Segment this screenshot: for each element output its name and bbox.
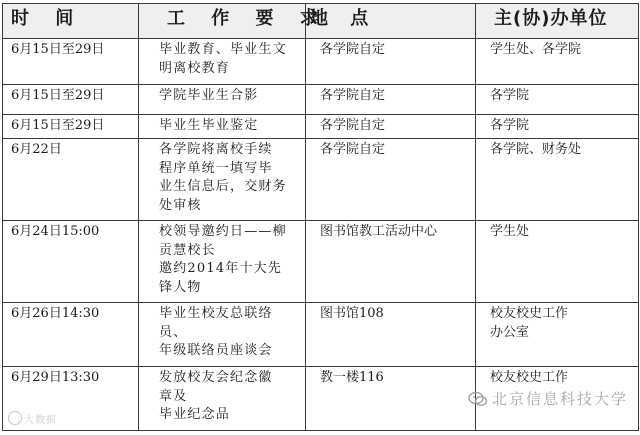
header-task: 工 作 要 求 xyxy=(139,4,306,39)
cell-place: 图书馆教工活动中心 xyxy=(306,221,476,303)
cell-time: 6月29日13:30 xyxy=(3,367,139,431)
table-row xyxy=(3,85,639,115)
table-row xyxy=(3,39,639,85)
wechat-watermark: 北京信息科技大学 xyxy=(468,388,628,409)
cell-place: 图书馆108 xyxy=(306,303,476,367)
cell-place: 教一楼116 xyxy=(306,367,476,431)
cell-task: 校领导邀约日——柳 贡慧校长 邀约2014年十大先 锋人物 xyxy=(139,221,306,303)
cell-task: 学院毕业生合影 xyxy=(139,85,306,115)
cell-task: 毕业教育、毕业生文 明离校教育 xyxy=(139,39,306,85)
header-time: 时 间 xyxy=(3,4,139,39)
table-row xyxy=(3,139,639,221)
cell-time: 6月22日 xyxy=(3,139,139,221)
cell-task: 发放校友会纪念徽 章及 毕业纪念品 xyxy=(139,367,306,431)
cell-time: 6月15日至29日 xyxy=(3,115,139,139)
cell-task: 各学院将离校手续 程序单统一填写毕 业生信息后，交财务 处审核 xyxy=(139,139,306,221)
cell-organizer: 各学院 xyxy=(476,85,639,115)
cell-time: 6月26日14:30 xyxy=(3,303,139,367)
cell-time: 6月24日15:00 xyxy=(3,221,139,303)
table-row xyxy=(3,303,639,367)
cell-organizer: 校友校史工作 办公室 xyxy=(476,303,639,367)
cell-place: 各学院自定 xyxy=(306,85,476,115)
cell-place: 各学院自定 xyxy=(306,39,476,85)
table-row xyxy=(3,221,639,303)
source-watermark-left: 大数据 xyxy=(8,411,57,426)
cell-place: 各学院自定 xyxy=(306,139,476,221)
table-row xyxy=(3,115,639,139)
cell-time: 6月15日至29日 xyxy=(3,85,139,115)
cell-time: 6月15日至29日 xyxy=(3,39,139,85)
wechat-icon xyxy=(468,391,488,407)
cell-task: 毕业生毕业鉴定 xyxy=(139,115,306,139)
cell-organizer: 学生处 xyxy=(476,221,639,303)
header-organizer: 主(协)办单位 xyxy=(476,4,639,39)
cell-organizer: 各学院、财务处 xyxy=(476,139,639,221)
cell-organizer: 校友校史工作 xyxy=(476,367,639,431)
cell-organizer: 学生处、各学院 xyxy=(476,39,639,85)
cell-task: 毕业生校友总联络 员、 年级联络员座谈会 xyxy=(139,303,306,367)
cell-organizer: 各学院 xyxy=(476,115,639,139)
cell-place: 各学院自定 xyxy=(306,115,476,139)
swirl-logo-icon xyxy=(8,411,22,425)
header-place: 地 点 xyxy=(306,4,476,39)
schedule-table xyxy=(2,3,639,431)
table-header-row xyxy=(3,4,639,39)
